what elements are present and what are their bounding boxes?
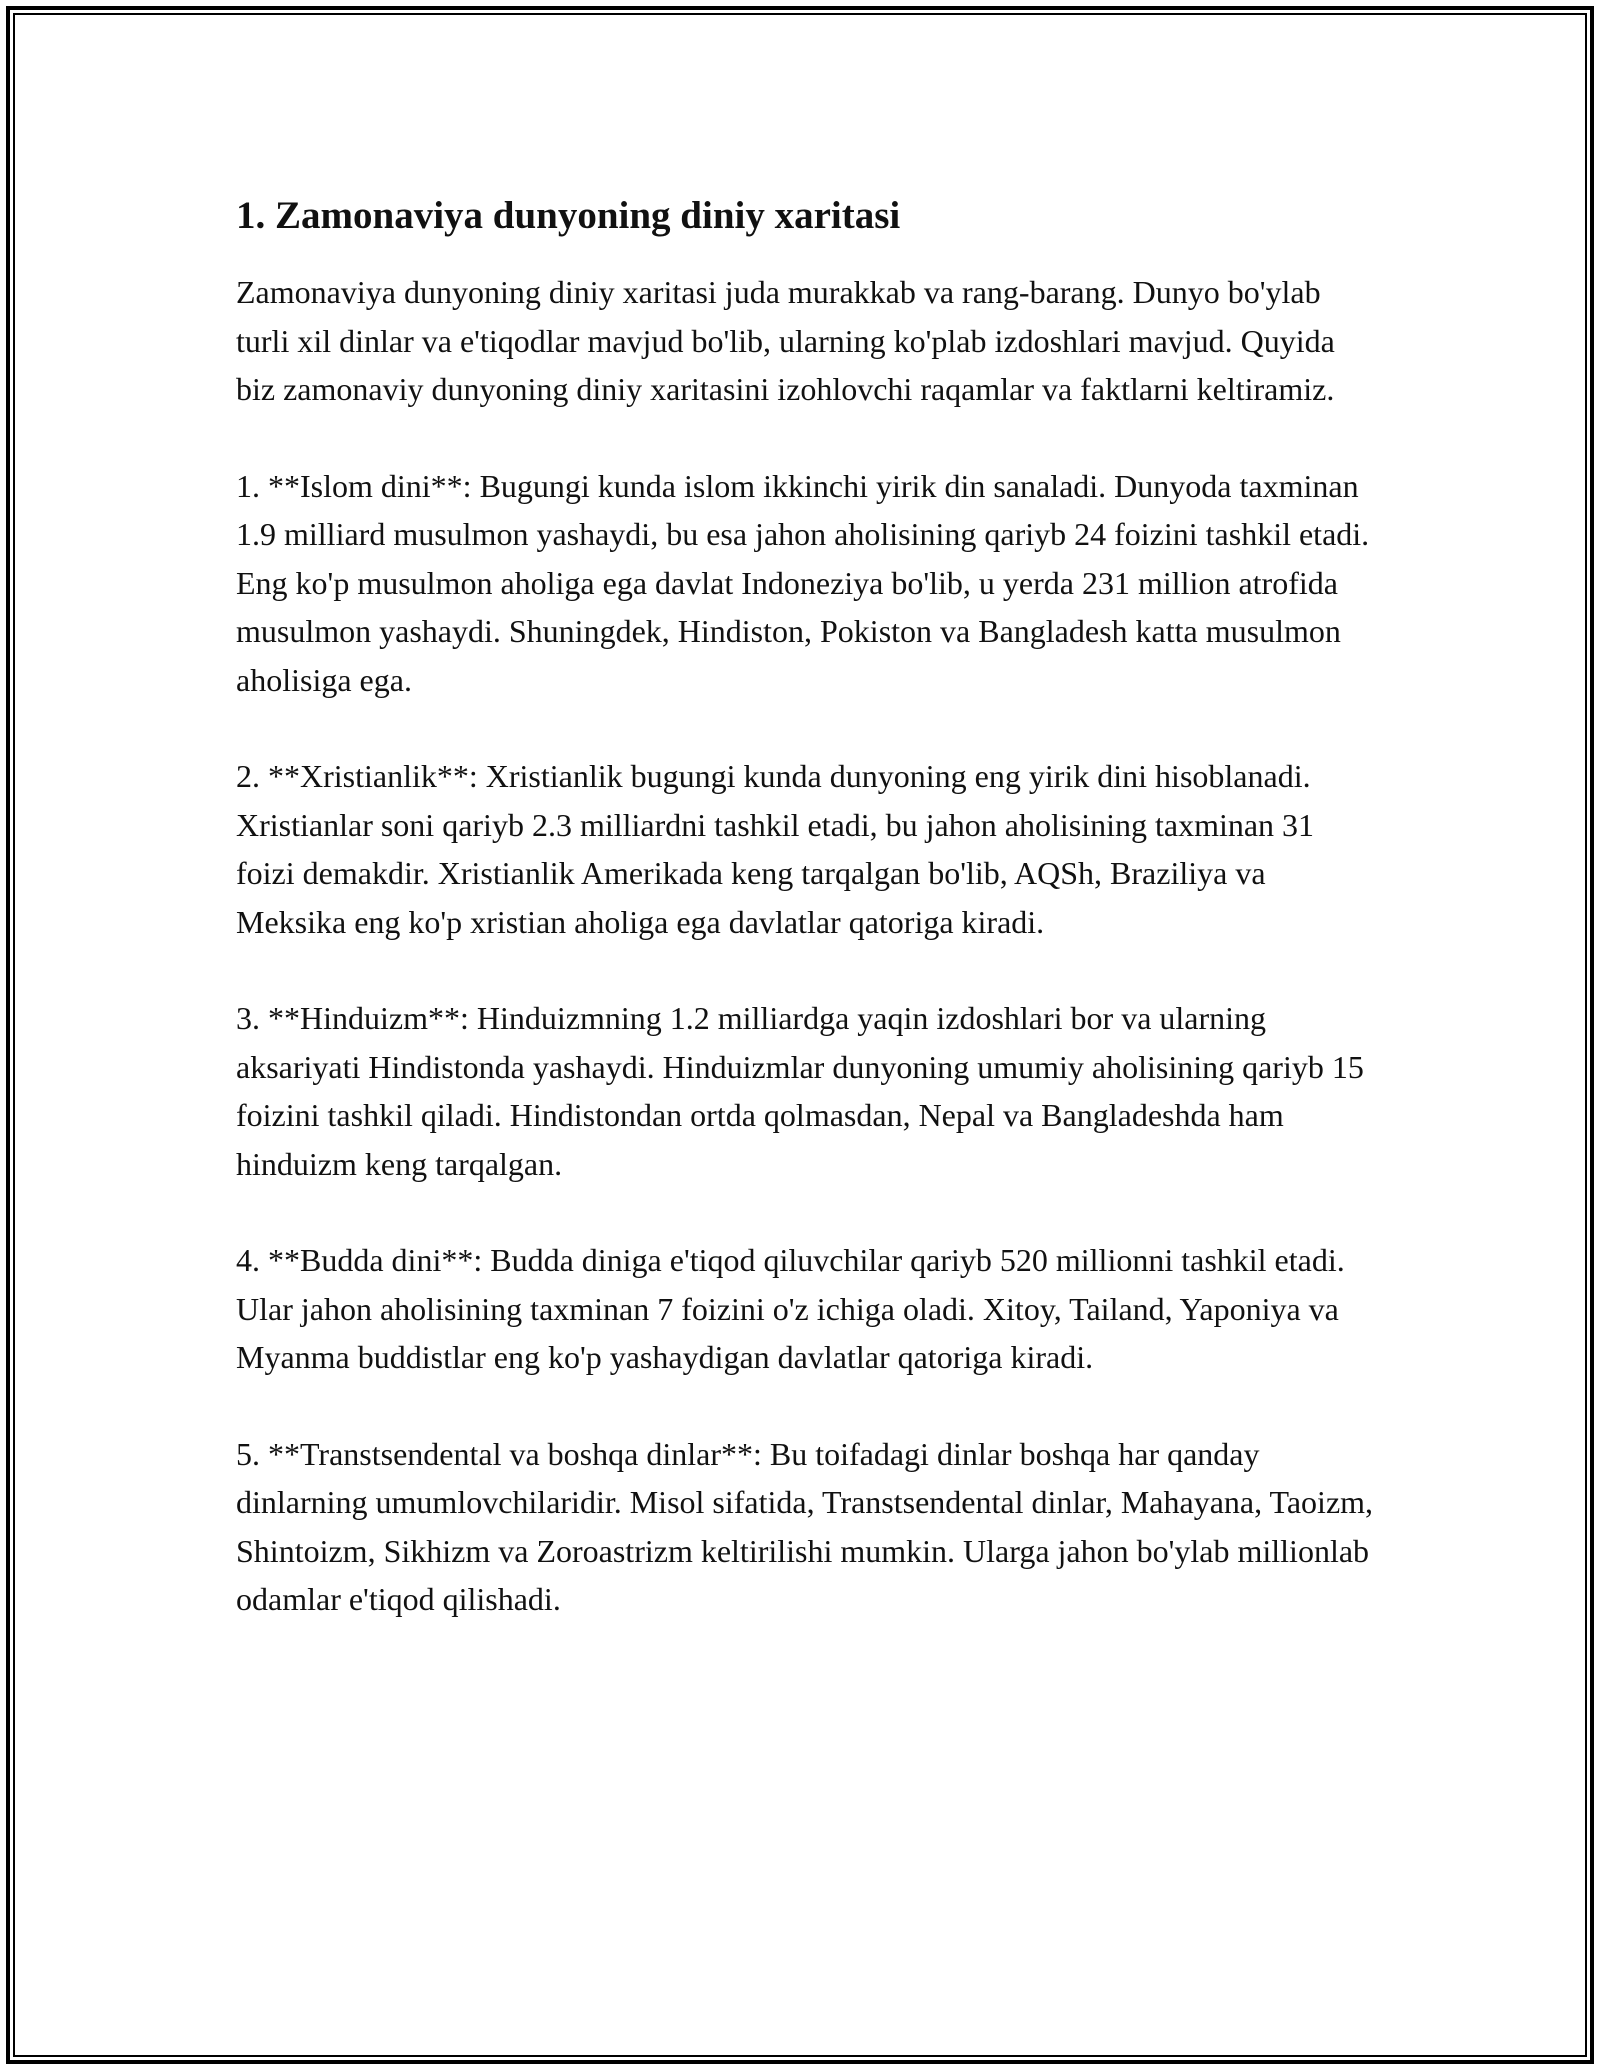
intro-paragraph: Zamonaviya dunyoning diniy xaritasi juda murakkab va rang-barang. Dunyo bo'ylab turli xil dinlar va e'tiqodlar mavjud bo'lib, ularning ko'plab izdoshlari mavjud. Quyida biz zamonaviy dunyoning diniy xaritasini izohlovchi raqamlar va faktlarni keltiramiz. [236, 274, 1335, 407]
paragraph-islam: 1. **Islom dini**: Bugungi kunda islom ikkinchi yirik din sanaladi. Dunyoda taxminan 1.9 milliard musulmon yashaydi, bu esa jahon aholisining qariyb 24 foizini tashkil etadi. Eng ko'p musulmon aholiga ega davlat Indoneziya bo'lib, u yerda 231 million atrofida musulmon yashaydi. Shuningdek, Hindiston, Pokiston va Bangladesh katta musulmon aholisiga ega. [236, 467, 1370, 698]
paragraph-christianity: 2. **Xristianlik**: Xristianlik bugungi kunda dunyoning eng yirik dini hisoblanadi. Xristianlar soni qariyb 2.3 milliardni tashkil etadi, bu jahon aholisining taxminan 31 foizi demakdir. Xristianlik Amerikada keng tarqalgan bo'lib, AQSh, Braziliya va Meksika eng ko'p xristian aholiga ega davlatlar qatoriga kiradi. [236, 758, 1315, 940]
document-title: 1. Zamonaviya dunyoning diniy xaritasi [236, 194, 901, 237]
paragraph-other-religions: 5. **Transtsendental va boshqa dinlar**: Bu toifadagi dinlar boshqa har qanday dinlarning umumlovchilaridir. Misol sifatida, Transtsendental dinlar, Mahayana, Taoizm, Shintoizm, Sikhizm va Zoroastrizm keltirilishi mumkin. Ularga jahon bo'ylab millionlab odamlar e'tiqod qilishadi. [236, 1435, 1374, 1617]
paragraph-hinduism: 3. **Hinduizm**: Hinduizmning 1.2 milliardga yaqin izdoshlari bor va ularning aksariyati Hindistonda yashaydi. Hinduizmlar dunyoning umumiy aholisining qariyb 15 foizini tashkil qiladi. Hindistondan ortda qolmasdan, Nepal va Bangladeshda ham hinduizm keng tarqalgan. [236, 1000, 1364, 1182]
document-body [236, 186, 1376, 1672]
paragraph-buddhism: 4. **Budda dini**: Budda diniga e'tiqod qiluvchilar qariyb 520 millionni tashkil etadi. Ular jahon aholisining taxminan 7 foizini o'z ichiga oladi. Xitoy, Tailand, Yaponiya va Myanma buddistlar eng ko'p yashaydigan davlatlar qatoriga kiradi. [236, 1242, 1345, 1375]
